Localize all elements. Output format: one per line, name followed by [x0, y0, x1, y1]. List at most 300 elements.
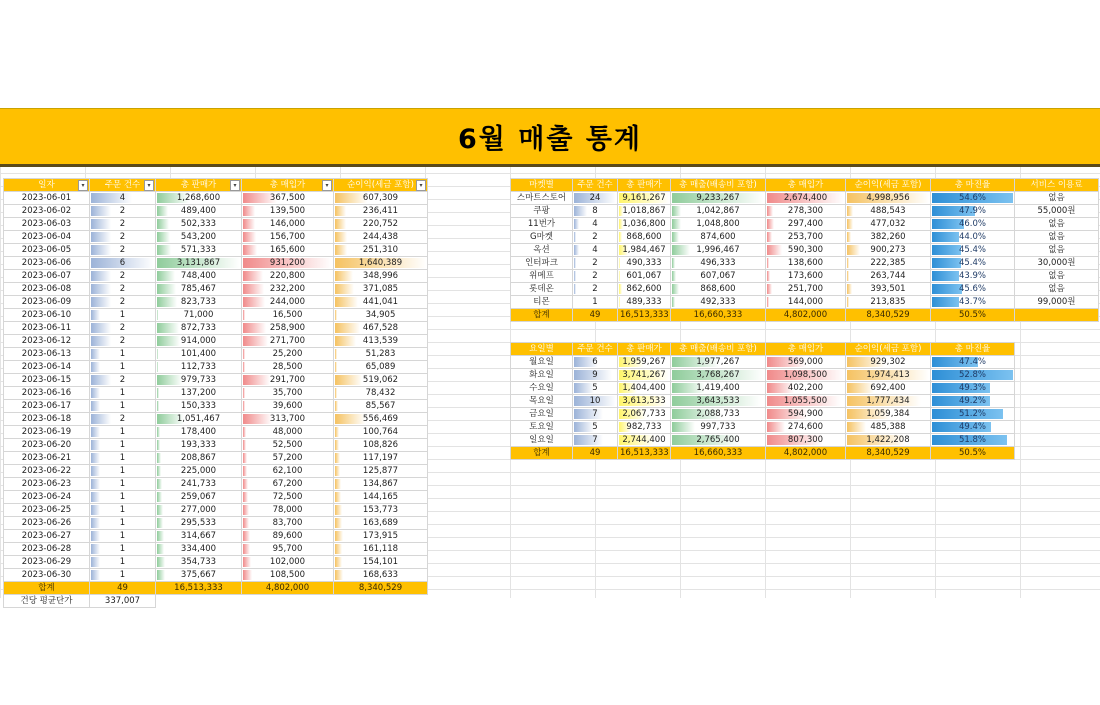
daily-cell[interactable]	[242, 335, 334, 348]
daily-cell[interactable]	[90, 465, 156, 478]
daily-cell[interactable]	[334, 335, 428, 348]
daily-cell[interactable]	[4, 491, 90, 504]
daily-cell[interactable]	[242, 309, 334, 322]
market-cell[interactable]	[846, 283, 931, 296]
daily-cell[interactable]	[90, 192, 156, 205]
weekday-cell[interactable]	[671, 434, 766, 447]
daily-cell[interactable]	[90, 283, 156, 296]
weekday-cell[interactable]	[511, 356, 573, 369]
weekday-cell[interactable]	[618, 408, 671, 421]
weekday-cell[interactable]	[511, 421, 573, 434]
market-cell[interactable]	[1015, 218, 1099, 231]
daily-cell[interactable]	[156, 361, 242, 374]
weekday-total-cell[interactable]: 합계	[511, 447, 573, 460]
market-cell[interactable]	[846, 192, 931, 205]
daily-cell[interactable]	[90, 569, 156, 582]
daily-cell[interactable]	[156, 426, 242, 439]
weekday-cell[interactable]	[931, 356, 1015, 369]
daily-cell[interactable]	[334, 452, 428, 465]
daily-cell[interactable]	[242, 530, 334, 543]
weekday-cell[interactable]	[846, 369, 931, 382]
market-cell[interactable]	[846, 218, 931, 231]
daily-cell[interactable]	[4, 192, 90, 205]
market-cell[interactable]	[618, 283, 671, 296]
daily-cell[interactable]	[4, 556, 90, 569]
daily-cell[interactable]	[334, 322, 428, 335]
weekday-cell[interactable]	[511, 408, 573, 421]
daily-header-1[interactable]	[90, 179, 156, 192]
market-cell[interactable]	[671, 218, 766, 231]
daily-cell[interactable]	[90, 504, 156, 517]
market-cell[interactable]	[1015, 270, 1099, 283]
daily-cell[interactable]	[334, 400, 428, 413]
weekday-cell[interactable]	[846, 421, 931, 434]
market-total-cell[interactable]: 16,513,333	[618, 309, 671, 322]
daily-cell[interactable]	[334, 439, 428, 452]
market-cell[interactable]	[511, 192, 573, 205]
weekday-cell[interactable]	[511, 369, 573, 382]
daily-cell[interactable]	[334, 192, 428, 205]
daily-cell[interactable]	[334, 491, 428, 504]
filter-dropdown-icon[interactable]: ▾	[416, 180, 426, 191]
weekday-cell[interactable]	[511, 434, 573, 447]
daily-cell[interactable]	[156, 309, 242, 322]
weekday-cell[interactable]	[931, 421, 1015, 434]
daily-cell[interactable]	[334, 348, 428, 361]
daily-cell[interactable]	[242, 374, 334, 387]
market-cell[interactable]	[511, 296, 573, 309]
weekday-cell[interactable]	[671, 369, 766, 382]
weekday-cell[interactable]	[931, 408, 1015, 421]
weekday-cell[interactable]	[671, 421, 766, 434]
market-cell[interactable]	[511, 205, 573, 218]
market-cell[interactable]	[511, 283, 573, 296]
daily-cell[interactable]	[90, 543, 156, 556]
daily-cell[interactable]	[242, 244, 334, 257]
daily-cell[interactable]	[334, 530, 428, 543]
market-cell[interactable]	[931, 296, 1015, 309]
market-cell[interactable]	[931, 192, 1015, 205]
market-cell[interactable]	[671, 231, 766, 244]
daily-cell[interactable]	[156, 413, 242, 426]
market-total-cell[interactable]	[1015, 309, 1099, 322]
market-cell[interactable]	[511, 270, 573, 283]
daily-cell[interactable]	[242, 556, 334, 569]
market-cell[interactable]	[618, 218, 671, 231]
daily-cell[interactable]	[334, 387, 428, 400]
market-cell[interactable]	[1015, 205, 1099, 218]
daily-cell[interactable]	[242, 478, 334, 491]
daily-cell[interactable]	[4, 257, 90, 270]
market-total-cell[interactable]: 50.5%	[931, 309, 1015, 322]
daily-cell[interactable]	[156, 244, 242, 257]
daily-cell[interactable]	[156, 387, 242, 400]
daily-cell[interactable]	[4, 413, 90, 426]
daily-cell[interactable]	[156, 348, 242, 361]
daily-cell[interactable]	[242, 257, 334, 270]
filter-dropdown-icon[interactable]: ▾	[322, 180, 332, 191]
daily-cell[interactable]	[242, 205, 334, 218]
weekday-cell[interactable]	[766, 421, 846, 434]
daily-cell[interactable]	[334, 361, 428, 374]
daily-cell[interactable]	[334, 296, 428, 309]
weekday-total-cell[interactable]: 16,513,333	[618, 447, 671, 460]
weekday-total-cell[interactable]: 8,340,529	[846, 447, 931, 460]
market-cell[interactable]	[766, 205, 846, 218]
market-cell[interactable]	[766, 257, 846, 270]
weekday-cell[interactable]	[618, 434, 671, 447]
daily-cell[interactable]	[4, 348, 90, 361]
weekday-cell[interactable]	[618, 382, 671, 395]
daily-cell[interactable]	[242, 426, 334, 439]
daily-total-cell[interactable]: 8,340,529	[334, 582, 428, 595]
daily-cell[interactable]	[90, 413, 156, 426]
market-cell[interactable]	[846, 296, 931, 309]
market-cell[interactable]	[671, 205, 766, 218]
market-cell[interactable]	[766, 283, 846, 296]
daily-cell[interactable]	[4, 205, 90, 218]
market-cell[interactable]	[671, 283, 766, 296]
daily-cell[interactable]	[334, 244, 428, 257]
daily-cell[interactable]	[4, 439, 90, 452]
market-cell[interactable]	[1015, 231, 1099, 244]
market-cell[interactable]	[766, 192, 846, 205]
daily-total-cell[interactable]: 4,802,000	[242, 582, 334, 595]
market-cell[interactable]	[931, 231, 1015, 244]
daily-cell[interactable]	[242, 322, 334, 335]
daily-cell[interactable]	[90, 231, 156, 244]
daily-cell[interactable]	[4, 322, 90, 335]
daily-header-4[interactable]	[334, 179, 428, 192]
daily-cell[interactable]	[156, 439, 242, 452]
daily-cell[interactable]	[242, 465, 334, 478]
daily-cell[interactable]	[242, 569, 334, 582]
daily-cell[interactable]	[242, 283, 334, 296]
market-cell[interactable]	[573, 244, 618, 257]
daily-cell[interactable]	[4, 569, 90, 582]
weekday-cell[interactable]	[573, 356, 618, 369]
weekday-cell[interactable]	[618, 421, 671, 434]
filter-dropdown-icon[interactable]: ▾	[144, 180, 154, 191]
weekday-cell[interactable]	[671, 395, 766, 408]
daily-cell[interactable]	[334, 569, 428, 582]
daily-cell[interactable]	[90, 556, 156, 569]
daily-cell[interactable]	[4, 218, 90, 231]
market-cell[interactable]	[511, 257, 573, 270]
weekday-cell[interactable]	[846, 408, 931, 421]
daily-cell[interactable]	[4, 361, 90, 374]
market-cell[interactable]	[573, 205, 618, 218]
daily-cell[interactable]	[334, 309, 428, 322]
daily-cell[interactable]	[242, 192, 334, 205]
daily-cell[interactable]	[90, 374, 156, 387]
daily-cell[interactable]	[334, 504, 428, 517]
market-cell[interactable]	[931, 205, 1015, 218]
daily-cell[interactable]	[156, 270, 242, 283]
weekday-cell[interactable]	[931, 434, 1015, 447]
market-cell[interactable]	[573, 192, 618, 205]
market-cell[interactable]	[931, 283, 1015, 296]
market-cell[interactable]	[618, 205, 671, 218]
daily-cell[interactable]	[90, 296, 156, 309]
daily-total-cell[interactable]: 합계	[4, 582, 90, 595]
daily-cell[interactable]	[242, 413, 334, 426]
daily-cell[interactable]	[334, 257, 428, 270]
daily-cell[interactable]	[242, 452, 334, 465]
market-cell[interactable]	[766, 218, 846, 231]
daily-cell[interactable]	[90, 400, 156, 413]
daily-cell[interactable]	[156, 218, 242, 231]
filter-dropdown-icon[interactable]: ▾	[78, 180, 88, 191]
market-cell[interactable]	[618, 192, 671, 205]
daily-cell[interactable]	[90, 335, 156, 348]
weekday-cell[interactable]	[766, 356, 846, 369]
weekday-cell[interactable]	[671, 408, 766, 421]
daily-cell[interactable]	[156, 335, 242, 348]
daily-cell[interactable]	[4, 270, 90, 283]
daily-cell[interactable]	[90, 361, 156, 374]
weekday-total-cell[interactable]: 4,802,000	[766, 447, 846, 460]
daily-cell[interactable]	[156, 322, 242, 335]
daily-cell[interactable]	[156, 374, 242, 387]
daily-cell[interactable]	[156, 556, 242, 569]
daily-cell[interactable]	[156, 452, 242, 465]
daily-total-cell[interactable]: 49	[90, 582, 156, 595]
market-total-cell[interactable]: 49	[573, 309, 618, 322]
daily-cell[interactable]	[156, 296, 242, 309]
market-cell[interactable]	[511, 244, 573, 257]
weekday-cell[interactable]	[766, 395, 846, 408]
market-cell[interactable]	[618, 244, 671, 257]
daily-cell[interactable]	[242, 270, 334, 283]
daily-cell[interactable]	[156, 283, 242, 296]
daily-cell[interactable]	[90, 491, 156, 504]
daily-cell[interactable]	[4, 309, 90, 322]
daily-cell[interactable]	[90, 387, 156, 400]
daily-cell[interactable]	[90, 218, 156, 231]
daily-cell[interactable]	[242, 348, 334, 361]
average-value[interactable]: 337,007	[90, 595, 156, 608]
daily-cell[interactable]	[334, 270, 428, 283]
daily-cell[interactable]	[334, 231, 428, 244]
weekday-cell[interactable]	[573, 369, 618, 382]
weekday-cell[interactable]	[766, 434, 846, 447]
weekday-cell[interactable]	[618, 369, 671, 382]
daily-cell[interactable]	[90, 205, 156, 218]
market-cell[interactable]	[1015, 296, 1099, 309]
market-cell[interactable]	[671, 257, 766, 270]
market-total-cell[interactable]: 합계	[511, 309, 573, 322]
daily-cell[interactable]	[334, 517, 428, 530]
daily-cell[interactable]	[242, 400, 334, 413]
daily-cell[interactable]	[4, 387, 90, 400]
market-cell[interactable]	[846, 257, 931, 270]
daily-cell[interactable]	[242, 504, 334, 517]
market-cell[interactable]	[1015, 257, 1099, 270]
market-cell[interactable]	[671, 192, 766, 205]
weekday-cell[interactable]	[671, 382, 766, 395]
daily-cell[interactable]	[156, 192, 242, 205]
weekday-cell[interactable]	[931, 395, 1015, 408]
weekday-cell[interactable]	[931, 382, 1015, 395]
daily-cell[interactable]	[4, 478, 90, 491]
daily-cell[interactable]	[156, 478, 242, 491]
market-cell[interactable]	[1015, 192, 1099, 205]
weekday-cell[interactable]	[846, 395, 931, 408]
market-cell[interactable]	[573, 218, 618, 231]
weekday-cell[interactable]	[618, 356, 671, 369]
daily-cell[interactable]	[334, 413, 428, 426]
market-cell[interactable]	[931, 257, 1015, 270]
daily-cell[interactable]	[156, 491, 242, 504]
market-cell[interactable]	[766, 244, 846, 257]
market-cell[interactable]	[573, 296, 618, 309]
market-cell[interactable]	[846, 205, 931, 218]
daily-cell[interactable]	[334, 543, 428, 556]
daily-header-0[interactable]	[4, 179, 90, 192]
daily-cell[interactable]	[4, 543, 90, 556]
daily-header-3[interactable]	[242, 179, 334, 192]
market-cell[interactable]	[846, 244, 931, 257]
daily-cell[interactable]	[156, 517, 242, 530]
daily-cell[interactable]	[242, 387, 334, 400]
weekday-total-cell[interactable]: 50.5%	[931, 447, 1015, 460]
weekday-cell[interactable]	[573, 382, 618, 395]
market-total-cell[interactable]: 16,660,333	[671, 309, 766, 322]
daily-cell[interactable]	[334, 478, 428, 491]
daily-cell[interactable]	[242, 439, 334, 452]
market-cell[interactable]	[573, 283, 618, 296]
daily-cell[interactable]	[242, 491, 334, 504]
daily-cell[interactable]	[156, 543, 242, 556]
daily-cell[interactable]	[4, 426, 90, 439]
market-cell[interactable]	[931, 270, 1015, 283]
market-cell[interactable]	[846, 270, 931, 283]
daily-cell[interactable]	[156, 231, 242, 244]
daily-cell[interactable]	[242, 296, 334, 309]
market-cell[interactable]	[766, 270, 846, 283]
daily-header-2[interactable]	[156, 179, 242, 192]
market-cell[interactable]	[618, 270, 671, 283]
daily-cell[interactable]	[90, 348, 156, 361]
daily-cell[interactable]	[4, 517, 90, 530]
weekday-cell[interactable]	[766, 382, 846, 395]
daily-cell[interactable]	[334, 374, 428, 387]
daily-cell[interactable]	[334, 556, 428, 569]
daily-cell[interactable]	[156, 400, 242, 413]
market-cell[interactable]	[671, 296, 766, 309]
market-total-cell[interactable]: 4,802,000	[766, 309, 846, 322]
daily-cell[interactable]	[90, 257, 156, 270]
market-cell[interactable]	[618, 257, 671, 270]
market-cell[interactable]	[1015, 244, 1099, 257]
daily-cell[interactable]	[156, 530, 242, 543]
daily-cell[interactable]	[156, 465, 242, 478]
market-cell[interactable]	[931, 218, 1015, 231]
daily-cell[interactable]	[242, 361, 334, 374]
daily-cell[interactable]	[156, 257, 242, 270]
daily-cell[interactable]	[242, 218, 334, 231]
weekday-cell[interactable]	[573, 421, 618, 434]
daily-cell[interactable]	[90, 478, 156, 491]
daily-cell[interactable]	[90, 530, 156, 543]
market-cell[interactable]	[511, 231, 573, 244]
daily-cell[interactable]	[4, 283, 90, 296]
market-cell[interactable]	[671, 244, 766, 257]
daily-total-cell[interactable]: 16,513,333	[156, 582, 242, 595]
market-cell[interactable]	[671, 270, 766, 283]
weekday-cell[interactable]	[618, 395, 671, 408]
daily-cell[interactable]	[90, 426, 156, 439]
market-cell[interactable]	[931, 244, 1015, 257]
daily-cell[interactable]	[4, 400, 90, 413]
weekday-cell[interactable]	[573, 395, 618, 408]
market-cell[interactable]	[846, 231, 931, 244]
weekday-cell[interactable]	[573, 408, 618, 421]
daily-cell[interactable]	[90, 439, 156, 452]
market-cell[interactable]	[618, 296, 671, 309]
daily-cell[interactable]	[4, 452, 90, 465]
weekday-cell[interactable]	[511, 382, 573, 395]
daily-cell[interactable]	[90, 244, 156, 257]
daily-cell[interactable]	[90, 270, 156, 283]
daily-cell[interactable]	[4, 504, 90, 517]
market-cell[interactable]	[618, 231, 671, 244]
daily-cell[interactable]	[334, 218, 428, 231]
daily-cell[interactable]	[4, 296, 90, 309]
weekday-total-cell[interactable]: 16,660,333	[671, 447, 766, 460]
market-cell[interactable]	[573, 270, 618, 283]
weekday-cell[interactable]	[671, 356, 766, 369]
daily-cell[interactable]	[334, 426, 428, 439]
weekday-cell[interactable]	[766, 369, 846, 382]
daily-cell[interactable]	[156, 569, 242, 582]
market-cell[interactable]	[573, 257, 618, 270]
market-cell[interactable]	[1015, 283, 1099, 296]
market-cell[interactable]	[766, 296, 846, 309]
market-cell[interactable]	[766, 231, 846, 244]
weekday-cell[interactable]	[573, 434, 618, 447]
daily-cell[interactable]	[90, 517, 156, 530]
weekday-cell[interactable]	[846, 434, 931, 447]
daily-cell[interactable]	[242, 543, 334, 556]
market-total-cell[interactable]: 8,340,529	[846, 309, 931, 322]
daily-cell[interactable]	[242, 517, 334, 530]
weekday-cell[interactable]	[511, 395, 573, 408]
weekday-cell[interactable]	[846, 356, 931, 369]
daily-cell[interactable]	[4, 465, 90, 478]
weekday-cell[interactable]	[766, 408, 846, 421]
daily-cell[interactable]	[90, 452, 156, 465]
daily-cell[interactable]	[334, 465, 428, 478]
weekday-cell[interactable]	[846, 382, 931, 395]
weekday-total-cell[interactable]: 49	[573, 447, 618, 460]
market-cell[interactable]	[511, 218, 573, 231]
weekday-cell[interactable]	[931, 369, 1015, 382]
daily-cell[interactable]	[334, 205, 428, 218]
daily-cell[interactable]	[4, 244, 90, 257]
daily-cell[interactable]	[4, 335, 90, 348]
daily-cell[interactable]	[4, 231, 90, 244]
daily-cell[interactable]	[4, 374, 90, 387]
daily-cell[interactable]	[156, 504, 242, 517]
daily-cell[interactable]	[334, 283, 428, 296]
filter-dropdown-icon[interactable]: ▾	[230, 180, 240, 191]
daily-cell[interactable]	[90, 322, 156, 335]
daily-cell[interactable]	[156, 205, 242, 218]
daily-cell[interactable]	[4, 530, 90, 543]
market-cell[interactable]	[573, 231, 618, 244]
